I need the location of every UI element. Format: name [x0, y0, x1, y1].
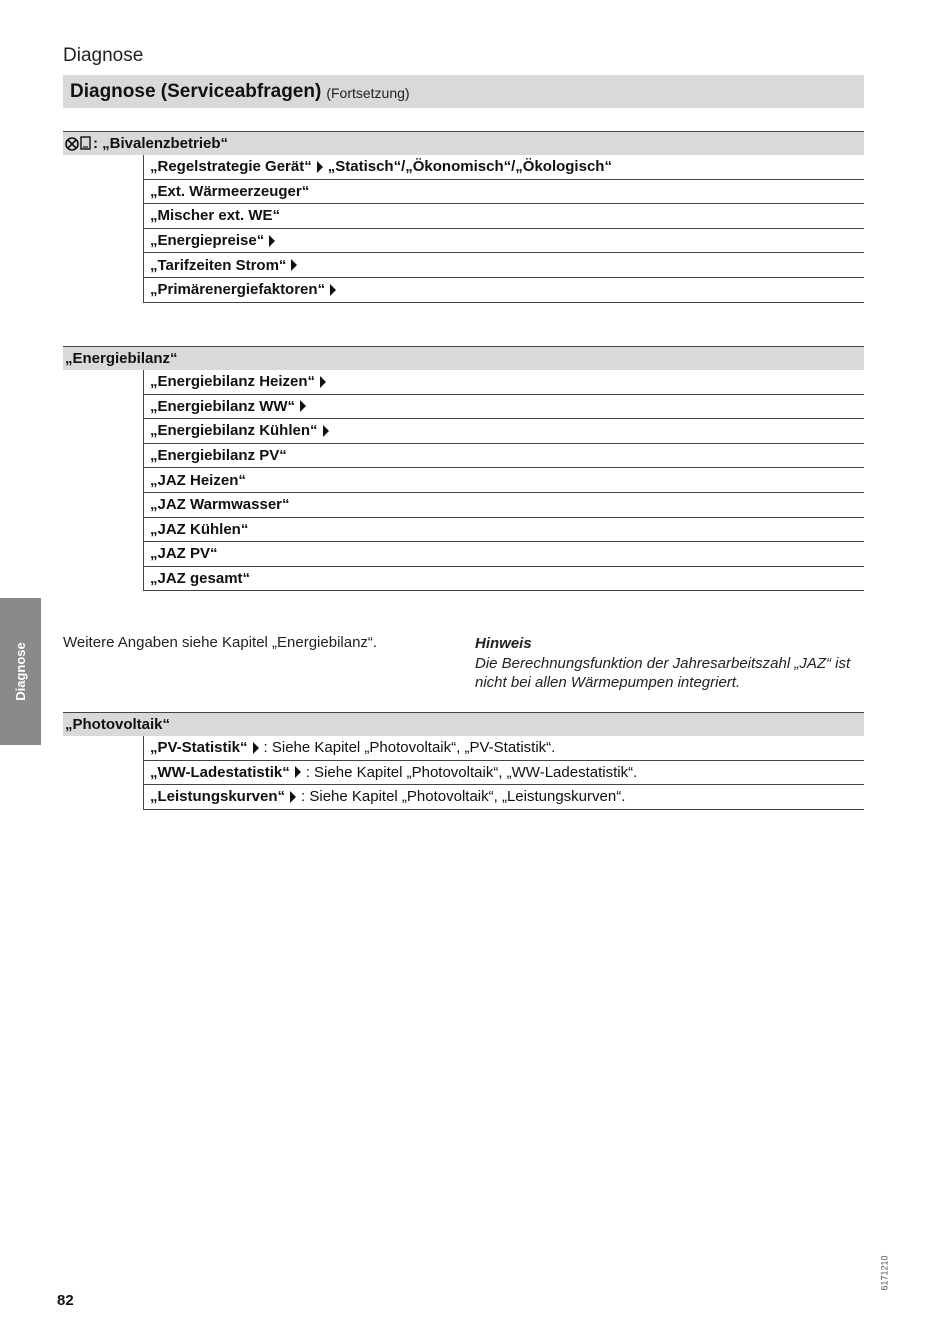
energiebilanz-row — [143, 567, 864, 592]
photovoltaik-rows — [63, 736, 864, 810]
submenu-arrow-icon — [330, 284, 336, 296]
bivalenz-row[interactable] — [143, 253, 864, 278]
page-title: Diagnose (Serviceabfragen) — [70, 80, 322, 102]
energiebilanz-section — [63, 346, 864, 591]
submenu-arrow-icon — [295, 766, 301, 778]
bivalenz-section — [63, 131, 864, 303]
hint-title: Hinweis — [475, 635, 532, 652]
menu-item-label: „Regelstrategie Gerät“ — [150, 158, 312, 176]
side-tab-label: Diagnose — [13, 642, 29, 701]
photovoltaik-row[interactable] — [143, 736, 864, 761]
energiebilanz-row — [143, 542, 864, 567]
energiebilanz-row — [143, 468, 864, 493]
energiebilanz-rows — [63, 370, 864, 591]
menu-item-options: „Statisch“/„Ökonomisch“/„Ökologisch“ — [327, 158, 612, 176]
hint-body: Die Berechnungsfunktion der Jahresarbeitszahl „JAZ“ ist nicht bei allen Wärmepumpen integriert. — [475, 654, 851, 691]
submenu-arrow-icon — [253, 742, 259, 754]
energiebilanz-row — [143, 493, 864, 518]
menu-item-label: „Energiebilanz Heizen“ — [150, 373, 316, 391]
bivalenz-row[interactable] — [143, 278, 864, 303]
submenu-arrow-icon — [291, 259, 297, 271]
bivalenz-section-header — [63, 131, 864, 155]
photovoltaik-row[interactable] — [143, 785, 864, 810]
bivalenz-row[interactable] — [143, 155, 864, 180]
menu-item-reference: : Siehe Kapitel „Photovoltaik“, „WW-Ladestatistik“. — [305, 763, 638, 781]
menu-item-label: „Energiebilanz Kühlen“ — [150, 422, 318, 440]
energiebilanz-row[interactable] — [143, 370, 864, 395]
submenu-arrow-icon — [317, 161, 323, 173]
photovoltaik-row[interactable] — [143, 761, 864, 786]
menu-item-label: „Energiebilanz PV“ — [150, 447, 287, 465]
document-code: 6171210 — [879, 1255, 890, 1291]
submenu-arrow-icon — [290, 791, 296, 803]
menu-item-label: „Ext. Wärmeerzeuger“ — [150, 182, 310, 200]
bivalent-heat-generator-icon — [65, 137, 79, 151]
auxiliary-device-icon — [80, 136, 92, 151]
bivalenz-section-title: : „Bivalenzbetrieb“ — [93, 135, 229, 152]
menu-item-label: „JAZ Heizen“ — [150, 471, 246, 489]
menu-item-label: „JAZ Warmwasser“ — [150, 496, 290, 514]
menu-item-label: „Energiebilanz WW“ — [150, 397, 296, 415]
page-number: 82 — [57, 1292, 74, 1309]
menu-item-label: „JAZ PV“ — [150, 545, 218, 563]
bivalenz-rows — [63, 155, 864, 303]
submenu-arrow-icon — [323, 425, 329, 437]
bivalenz-row — [143, 180, 864, 205]
menu-item-label: „Leistungskurven“ — [150, 788, 286, 806]
menu-item-reference: : Siehe Kapitel „Photovoltaik“, „PV-Statistik“. — [263, 739, 556, 757]
photovoltaik-section — [63, 712, 864, 810]
energiebilanz-row[interactable] — [143, 419, 864, 444]
page-heading: Diagnose — [63, 45, 144, 66]
energiebilanz-section-header: „Energiebilanz“ — [63, 346, 864, 370]
menu-item-label: „Primärenergiefaktoren“ — [150, 281, 326, 299]
energiebilanz-reference-text: Weitere Angaben siehe Kapitel „Energiebilanz“. — [63, 634, 378, 651]
submenu-arrow-icon — [269, 235, 275, 247]
menu-item-label: „JAZ gesamt“ — [150, 570, 251, 588]
menu-item-label: „WW-Ladestatistik“ — [150, 763, 290, 781]
energiebilanz-row[interactable] — [143, 395, 864, 420]
hint-box — [475, 634, 865, 693]
menu-item-label: „Mischer ext. WE“ — [150, 207, 281, 225]
menu-item-label: „JAZ Kühlen“ — [150, 520, 249, 538]
bivalenz-row — [143, 204, 864, 229]
menu-item-reference: : Siehe Kapitel „Photovoltaik“, „Leistungskurven“. — [301, 788, 626, 806]
photovoltaik-section-header: „Photovoltaik“ — [63, 712, 864, 736]
submenu-arrow-icon — [320, 376, 326, 388]
energiebilanz-row — [143, 518, 864, 543]
bivalenz-row[interactable] — [143, 229, 864, 254]
menu-item-label: „PV-Statistik“ — [150, 739, 248, 757]
side-tab-diagnose[interactable] — [0, 598, 41, 745]
menu-item-label: „Tarifzeiten Strom“ — [150, 256, 287, 274]
bivalent-icons — [65, 136, 92, 151]
energiebilanz-row — [143, 444, 864, 469]
menu-item-label: „Energiepreise“ — [150, 232, 265, 250]
page-subtitle: (Fortsetzung) — [326, 85, 410, 101]
title-bar — [63, 75, 864, 108]
submenu-arrow-icon — [300, 400, 306, 412]
